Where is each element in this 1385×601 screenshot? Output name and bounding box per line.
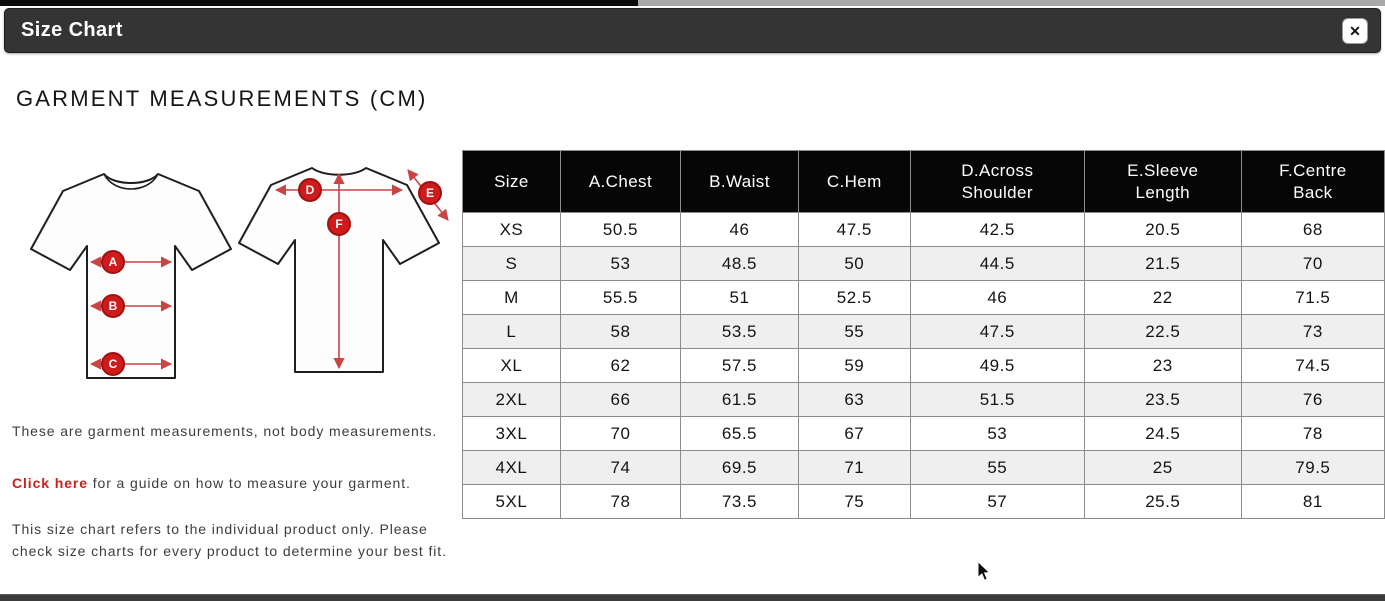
- measurement-cell: 74.5: [1241, 349, 1384, 383]
- column-header: D.Across Shoulder: [910, 151, 1084, 213]
- measurement-cell: 61.5: [681, 383, 799, 417]
- column-header: Size: [463, 151, 561, 213]
- measurement-cell: 62: [560, 349, 680, 383]
- measurement-cell: 48.5: [681, 247, 799, 281]
- page-background-top-strip-dark: [0, 0, 638, 6]
- column-header: A.Chest: [560, 151, 680, 213]
- measurement-cell: 71: [798, 451, 910, 485]
- measurement-cell: 23.5: [1084, 383, 1241, 417]
- click-here-link[interactable]: Click here: [12, 475, 88, 491]
- badge-e-label: E: [425, 186, 435, 200]
- front-shirt-outline: [31, 174, 231, 378]
- size-cell: XL: [463, 349, 561, 383]
- table-row: [463, 247, 1385, 281]
- table-row: [463, 213, 1385, 247]
- table-row: [463, 485, 1385, 519]
- size-cell: 4XL: [463, 451, 561, 485]
- mouse-cursor: [977, 561, 992, 582]
- measurement-cell: 55.5: [560, 281, 680, 315]
- modal-titlebar: [4, 8, 1381, 53]
- measurement-cell: 25: [1084, 451, 1241, 485]
- measurement-cell: 57: [910, 485, 1084, 519]
- table-row: [463, 315, 1385, 349]
- measurement-cell: 55: [910, 451, 1084, 485]
- page-background-bottom-bar: [0, 594, 1385, 601]
- badge-a-label: A: [108, 255, 118, 269]
- measurement-cell: 22: [1084, 281, 1241, 315]
- back-shirt: [239, 168, 448, 372]
- close-icon: ✕: [1349, 22, 1361, 39]
- measurement-cell: 46: [910, 281, 1084, 315]
- measurement-cell: 49.5: [910, 349, 1084, 383]
- badge-b-label: B: [108, 299, 118, 313]
- measurement-cell: 23: [1084, 349, 1241, 383]
- measurement-cell: 25.5: [1084, 485, 1241, 519]
- measurement-cell: 69.5: [681, 451, 799, 485]
- note-measure-guide-text: for a guide on how to measure your garment.: [87, 475, 411, 491]
- measurement-cell: 79.5: [1241, 451, 1384, 485]
- note-measure-guide: [12, 472, 447, 494]
- measurement-cell: 51: [681, 281, 799, 315]
- measurement-cell: 58: [560, 315, 680, 349]
- size-cell: S: [463, 247, 561, 281]
- badge-c-label: C: [108, 357, 118, 371]
- badge-f-label: F: [335, 217, 343, 231]
- size-cell: XS: [463, 213, 561, 247]
- measurement-cell: 53: [910, 417, 1084, 451]
- measurement-cell: 73.5: [681, 485, 799, 519]
- page-background-top-strip: [0, 0, 1385, 6]
- measurement-cell: 68: [1241, 213, 1384, 247]
- measurement-cell: 70: [560, 417, 680, 451]
- measurement-cell: 59: [798, 349, 910, 383]
- measurement-cell: 70: [1241, 247, 1384, 281]
- measurement-cell: 65.5: [681, 417, 799, 451]
- table-row: [463, 417, 1385, 451]
- measurement-cell: 50.5: [560, 213, 680, 247]
- measurement-cell: 81: [1241, 485, 1384, 519]
- size-cell: 5XL: [463, 485, 561, 519]
- measurement-cell: 71.5: [1241, 281, 1384, 315]
- measurement-cell: 52.5: [798, 281, 910, 315]
- measurement-cell: 42.5: [910, 213, 1084, 247]
- measurement-cell: 51.5: [910, 383, 1084, 417]
- note-garment-measurements: These are garment measurements, not body measurements.: [12, 423, 438, 439]
- table-row: [463, 383, 1385, 417]
- measurement-cell: 78: [1241, 417, 1384, 451]
- table-row: [463, 281, 1385, 315]
- table-row: [463, 349, 1385, 383]
- note-individual-product: This size chart refers to the individual product only. Please check size charts for every product to determine your best fit.: [12, 521, 447, 560]
- section-heading: GARMENT MEASUREMENTS (CM): [16, 86, 428, 111]
- measurement-cell: 63: [798, 383, 910, 417]
- measurement-cell: 73: [1241, 315, 1384, 349]
- column-header: E.Sleeve Length: [1084, 151, 1241, 213]
- tshirt-diagram-svg: [6, 156, 456, 392]
- size-cell: L: [463, 315, 561, 349]
- close-button[interactable]: [1342, 18, 1368, 44]
- size-table: [462, 150, 1385, 519]
- measurement-cell: 67: [798, 417, 910, 451]
- measurement-cell: 57.5: [681, 349, 799, 383]
- garment-measurement-diagram: [6, 156, 456, 392]
- measurement-cell: 46: [681, 213, 799, 247]
- column-header: B.Waist: [681, 151, 799, 213]
- size-cell: 2XL: [463, 383, 561, 417]
- badge-d-label: D: [305, 183, 315, 197]
- column-header: F.Centre Back: [1241, 151, 1384, 213]
- measurement-cell: 55: [798, 315, 910, 349]
- measurement-cell: 53.5: [681, 315, 799, 349]
- table-header-row: [463, 151, 1385, 213]
- measurement-cell: 47.5: [910, 315, 1084, 349]
- size-cell: 3XL: [463, 417, 561, 451]
- column-header: C.Hem: [798, 151, 910, 213]
- measurement-cell: 24.5: [1084, 417, 1241, 451]
- measurement-cell: 53: [560, 247, 680, 281]
- measurement-cell: 76: [1241, 383, 1384, 417]
- measurement-cell: 47.5: [798, 213, 910, 247]
- measurement-cell: 22.5: [1084, 315, 1241, 349]
- measurement-cell: 21.5: [1084, 247, 1241, 281]
- measurement-cell: 66: [560, 383, 680, 417]
- table-row: [463, 451, 1385, 485]
- measurement-cell: 78: [560, 485, 680, 519]
- modal-title: Size Chart: [21, 19, 123, 41]
- measurement-cell: 75: [798, 485, 910, 519]
- measurement-cell: 44.5: [910, 247, 1084, 281]
- measurement-cell: 50: [798, 247, 910, 281]
- front-shirt: [31, 174, 231, 378]
- measurement-cell: 20.5: [1084, 213, 1241, 247]
- size-table-container: [462, 150, 1385, 519]
- measurement-cell: 74: [560, 451, 680, 485]
- size-cell: M: [463, 281, 561, 315]
